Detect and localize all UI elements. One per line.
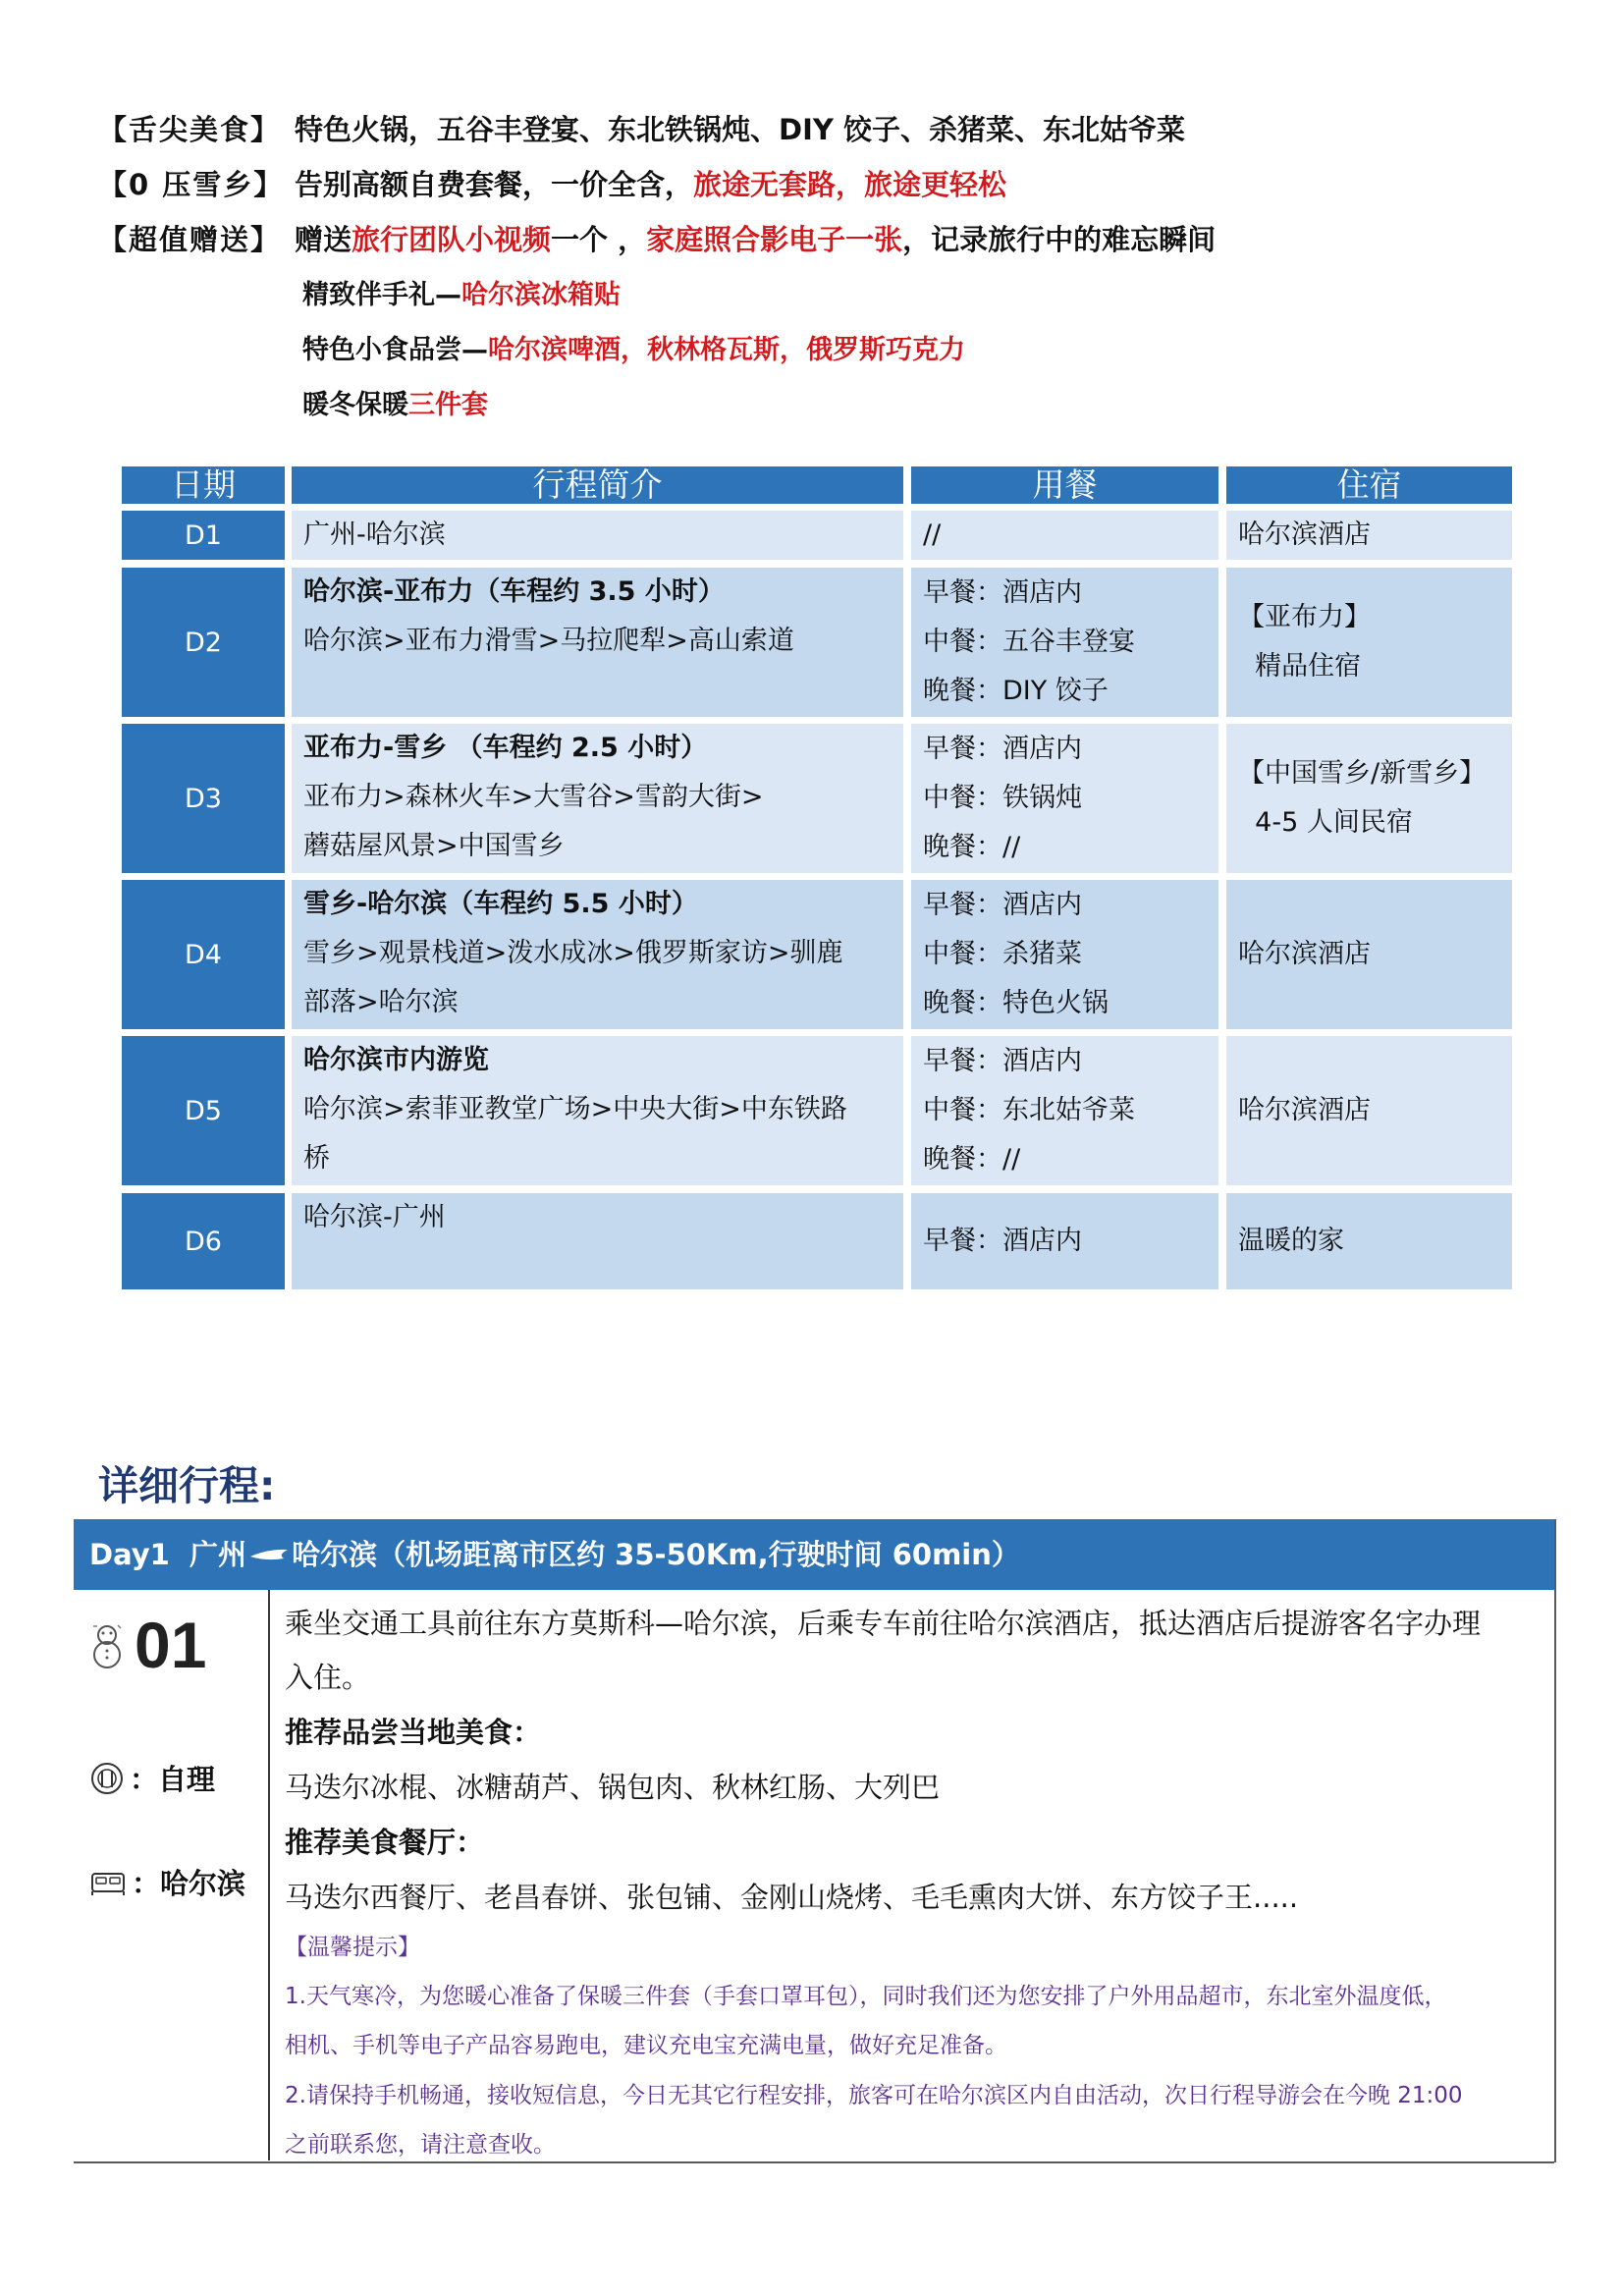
meal-line: 晚餐：DIY 饺子 <box>923 676 1109 706</box>
meal-info <box>90 1758 215 1798</box>
tip-line-1: 1.天气寒冷，为您暖心准备了保暖三件套（手套口罩耳包），同时我们还为您安排了户外用品超市，东北室外温度低， <box>285 1984 1447 2009</box>
meals-cell <box>911 511 1218 560</box>
highlight-tag: 【0 压雪乡】 <box>98 168 285 201</box>
meal-line: 中餐：杀猪菜 <box>923 939 1082 969</box>
meal-line: 中餐：铁锅炖 <box>923 783 1082 813</box>
gifts.0.parts-part: 精致伴手礼— <box>302 280 461 310</box>
day-cell: D2 <box>122 568 285 717</box>
highlights.1.parts-part: 告别高额自费套餐，一价全含， <box>295 168 694 201</box>
hotel-line: 哈尔滨酒店 <box>1238 1095 1371 1125</box>
meals-cell <box>911 568 1218 717</box>
food-list: 马迭尔冰棍、冰糖葫芦、锅包肉、秋林红肠、大列巴 <box>285 1771 941 1804</box>
route-line: 蘑菇屋风景>中国雪乡 <box>303 831 565 861</box>
intro-line-2: 入住。 <box>285 1661 371 1694</box>
meal-line: 早餐：酒店内 <box>923 577 1082 608</box>
day1-note: （机场距离市区约 35-50Km,行驶时间 60min） <box>377 1538 1020 1571</box>
highlights.2.parts-part: 家庭照合影电子一张 <box>646 223 903 256</box>
highlights.0.parts-part: 特色火锅，五谷丰登宴、东北铁锅炖、DIY 饺子、杀猪菜、东北姑爷菜 <box>295 113 1185 146</box>
hotel-cell <box>1226 511 1512 560</box>
gifts.2.parts-part: 三件套 <box>408 390 488 420</box>
route-line: 雪乡>观景栈道>泼水成冰>俄罗斯家访>驯鹿 <box>303 938 843 968</box>
hotel-cell <box>1226 880 1512 1029</box>
hotel-line: 温暖的家 <box>1238 1226 1344 1256</box>
highlight-tag: 【舌尖美食】 <box>98 113 282 146</box>
day-number: 01 <box>135 1609 207 1681</box>
stay-info <box>90 1862 245 1902</box>
highlights.2.parts-part: 赠送 <box>295 223 352 256</box>
bed-icon <box>90 1868 126 1897</box>
tip-line-2: 相机、手机等电子产品容易跑电，建议充电宝充满电量，做好充足准备。 <box>285 2033 1007 2058</box>
detail-divider <box>268 1590 270 2160</box>
intro-line-1: 乘坐交通工具前往东方莫斯科—哈尔滨，后乘专车前往哈尔滨酒店，抵达酒店后提游客名字办理 <box>285 1607 1482 1640</box>
highlight-line <box>98 110 1185 149</box>
plane-icon <box>248 1547 290 1566</box>
meal-label: ：自理 <box>130 1763 216 1796</box>
day-cell: D4 <box>122 880 285 1029</box>
day-cell: D1 <box>122 511 285 560</box>
route-cell <box>292 1193 903 1289</box>
route-title: 哈尔滨市内游览 <box>303 1045 489 1075</box>
restaurant-heading: 推荐美食餐厅： <box>285 1826 485 1859</box>
meal-line: 早餐：酒店内 <box>923 734 1082 764</box>
gift-line <box>302 277 621 314</box>
meal-line: 中餐：东北姑爷菜 <box>923 1095 1135 1125</box>
gifts.1.parts-part: 特色小食品尝— <box>302 335 488 365</box>
food-heading: 推荐品尝当地美食： <box>285 1716 542 1749</box>
table-header-0: 日期 <box>122 466 285 504</box>
hotel-line: 4-5 人间民宿 <box>1238 807 1413 838</box>
route-line: 哈尔滨-广州 <box>303 1202 446 1232</box>
from-city: 广州 <box>189 1538 247 1571</box>
highlights.2.parts-part: 旅行团队小视频 <box>352 223 552 256</box>
highlight-tag: 【超值赠送】 <box>98 223 282 256</box>
detail-section-title: 详细行程: <box>98 1462 276 1509</box>
route-line: 亚布力>森林火车>大雪谷>雪韵大街> <box>303 782 764 812</box>
route-cell <box>292 568 903 717</box>
gifts.2.parts-part: 暖冬保暖 <box>302 390 408 420</box>
meals-cell <box>911 1193 1218 1289</box>
table-header-3: 住宿 <box>1226 466 1512 504</box>
stay-label: ：哈尔滨 <box>132 1867 246 1900</box>
route-line: 桥 <box>303 1143 330 1174</box>
tip-title: 【温馨提示】 <box>285 1935 420 1960</box>
route-cell <box>292 880 903 1029</box>
meals-cell <box>911 1036 1218 1185</box>
snowman-icon <box>90 1622 124 1669</box>
gifts.0.parts-part: 哈尔滨冰箱贴 <box>461 280 621 310</box>
gift-line <box>302 332 965 369</box>
meal-line: 早餐：酒店内 <box>923 1046 1082 1076</box>
route-line: 部落>哈尔滨 <box>303 987 459 1017</box>
route-title: 亚布力-雪乡 （车程约 2.5 小时） <box>303 733 708 763</box>
hotel-line: 精品住宿 <box>1238 651 1362 682</box>
meal-line: 早餐：酒店内 <box>923 890 1082 920</box>
tip-line-4: 之前联系您，请注意查收。 <box>285 2132 556 2158</box>
hotel-line: 【亚布力】 <box>1238 602 1371 632</box>
to-city: 哈尔滨 <box>292 1538 378 1571</box>
route-line: 广州-哈尔滨 <box>303 519 446 550</box>
meal-line: 晚餐：// <box>923 832 1021 862</box>
meal-line: 晚餐：// <box>923 1144 1021 1175</box>
table-header-1: 行程简介 <box>292 466 903 504</box>
meal-line: 中餐：五谷丰登宴 <box>923 627 1135 657</box>
hotel-line: 【中国雪乡/新雪乡】 <box>1238 758 1487 789</box>
gift-line <box>302 387 488 424</box>
gifts.1.parts-part: 哈尔滨啤酒，秋林格瓦斯，俄罗斯巧克力 <box>488 335 965 365</box>
meal-line: 早餐：酒店内 <box>923 1226 1082 1256</box>
highlights.1.parts-part: 旅途无套路，旅途更轻松 <box>693 168 1007 201</box>
meals-cell <box>911 724 1218 873</box>
restaurant-list: 马迭尔西餐厅、老昌春饼、张包铺、金刚山烧烤、毛毛熏肉大饼、东方饺子王..... <box>285 1881 1299 1914</box>
route-title: 雪乡-哈尔滨（车程约 5.5 小时） <box>303 889 698 919</box>
day-cell: D5 <box>122 1036 285 1185</box>
detail-bottom-border <box>74 2161 1554 2163</box>
route-line: 哈尔滨>索菲亚教堂广场>中央大街>中东铁路 <box>303 1094 847 1124</box>
route-cell <box>292 511 903 560</box>
route-line: 哈尔滨>亚布力滑雪>马拉爬犁>高山索道 <box>303 626 794 656</box>
meal-line: // <box>923 519 942 550</box>
day-cell: D3 <box>122 724 285 873</box>
highlight-line <box>98 220 1216 259</box>
hotel-line: 哈尔滨酒店 <box>1238 939 1371 969</box>
day1-header-bar <box>74 1519 1554 1590</box>
detail-right-border <box>1554 1519 1556 2162</box>
meal-line: 晚餐：特色火锅 <box>923 988 1109 1018</box>
hotel-line: 哈尔滨酒店 <box>1238 519 1371 550</box>
route-title: 哈尔滨-亚布力（车程约 3.5 小时） <box>303 576 725 607</box>
hotel-cell <box>1226 724 1512 873</box>
day-label: Day1 <box>89 1538 170 1571</box>
table-header-2: 用餐 <box>911 466 1218 504</box>
highlight-line <box>98 165 1006 204</box>
hotel-cell <box>1226 1036 1512 1185</box>
highlights.2.parts-part: ，记录旅行中的难忘瞬间 <box>902 223 1217 256</box>
route-cell <box>292 1036 903 1185</box>
hotel-cell <box>1226 568 1512 717</box>
meals-cell <box>911 880 1218 1029</box>
hotel-cell <box>1226 1193 1512 1289</box>
day-cell: D6 <box>122 1193 285 1289</box>
highlights.2.parts-part: 一个 ， <box>551 223 647 256</box>
tip-line-3: 2.请保持手机畅通，接收短信息，今日无其它行程安排，旅客可在哈尔滨区内自由活动，次日行程导游会在今晚 21:00 <box>285 2083 1463 2108</box>
route-cell <box>292 724 903 873</box>
dining-icon <box>90 1762 124 1795</box>
